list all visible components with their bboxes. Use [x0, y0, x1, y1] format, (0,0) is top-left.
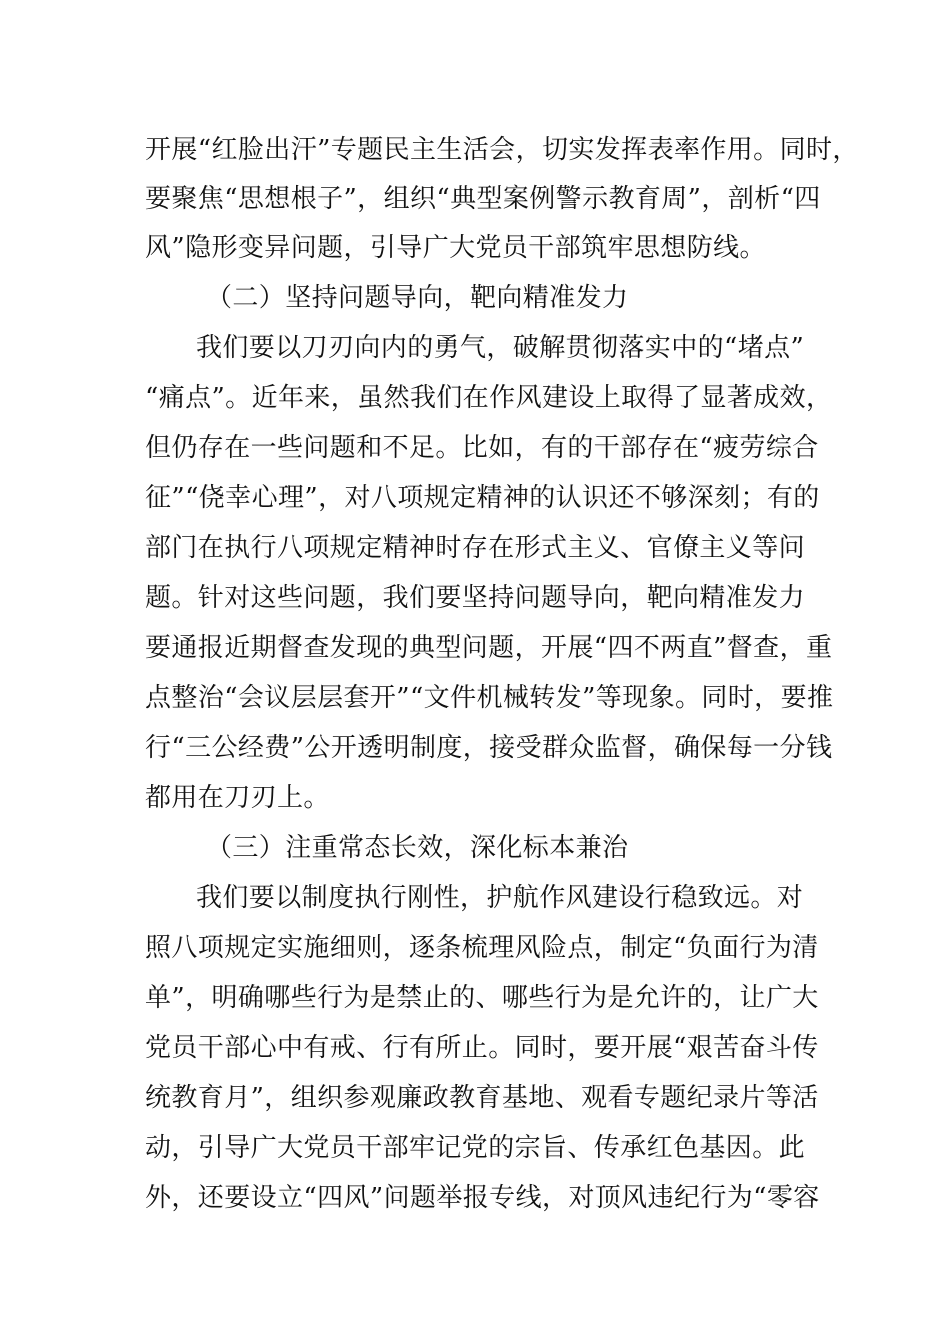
text-line: 行“三公经费”公开透明制度，接受群众监督，确保每一分钱 — [145, 733, 833, 763]
text-line: “痛点”。近年来，虽然我们在作风建设上取得了显著成效， — [145, 383, 833, 413]
text-line: 都用在刀刃上。 — [145, 783, 330, 813]
section-heading: （三）注重常态长效，深化标本兼治 — [206, 833, 629, 863]
text-line: 动，引导广大党员干部牢记党的宗旨、传承红色基因。此 — [145, 1133, 806, 1163]
text-line: 题。针对这些问题，我们要坚持问题导向，靶向精准发力 — [145, 583, 806, 613]
text-line: 但仍存在一些问题和不足。比如，有的干部存在“疲劳综合 — [145, 433, 819, 463]
text-line: 部门在执行八项规定精神时存在形式主义、官僚主义等问 — [145, 533, 806, 563]
text-line: 要通报近期督查发现的典型问题，开展“四不两直”督查，重 — [145, 633, 833, 663]
text-line: 开展“红脸出汗”专题民主生活会，切实发挥表率作用。同时， — [145, 135, 859, 165]
text-line: 外，还要设立“四风”问题举报专线，对顶风违纪行为“零容 — [145, 1183, 820, 1213]
text-line: 要聚焦“思想根子”，组织“典型案例警示教育周”，剖析“四 — [145, 184, 821, 214]
text-line: 党员干部心中有戒、行有所止。同时，要开展“艰苦奋斗传 — [145, 1033, 819, 1063]
text-line: 征”“侥幸心理”，对八项规定精神的认识还不够深刻；有的 — [145, 483, 820, 513]
text-line: 风”隐形变异问题，引导广大党员干部筑牢思想防线。 — [145, 233, 766, 263]
text-line: 我们要以刀刃向内的勇气，破解贯彻落实中的“堵点” — [196, 333, 805, 363]
text-line: 点整治“会议层层套开”“文件机械转发”等现象。同时，要推 — [145, 683, 834, 713]
text-line: 统教育月”，组织参观廉政教育基地、观看专题纪录片等活 — [145, 1083, 819, 1113]
text-line: 单”，明确哪些行为是禁止的、哪些行为是允许的，让广大 — [145, 983, 819, 1013]
text-line: 照八项规定实施细则，逐条梳理风险点，制定“负面行为清 — [145, 933, 819, 963]
section-heading: （二）坚持问题导向，靶向精准发力 — [206, 283, 629, 313]
text-line: 我们要以制度执行刚性，护航作风建设行稳致远。对 — [196, 883, 804, 913]
